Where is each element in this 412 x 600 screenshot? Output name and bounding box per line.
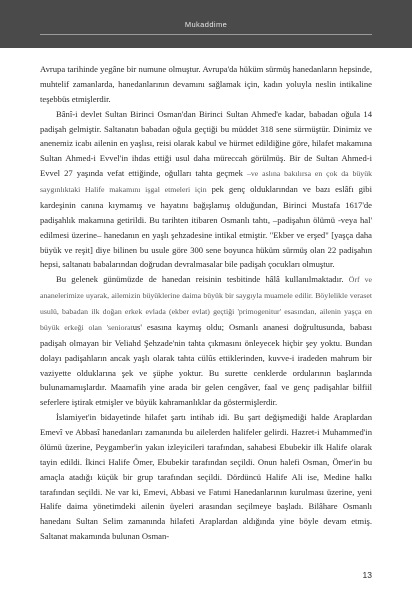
paragraph-intro-text: Örf ve ananelerimize uyarak, ailemizin büyüklerine daima büyük bir saygıyla muamele edilir. Böylelikle veraset usulü, babadan ilk doğan erkek evlada (ekber evlat) geçtiği 'primogenitur' esasından, ailenin yaşça en büyük erkeği olan 'seniorat [40,275,372,332]
paragraph-text: pek genç olduklarından ve bazı eslâfı gibi kardeşinin canına kıymamış ve hayatını bağışlamış olduğundan, Birinci Mustafa 1617'de padişahlık makamına getirildi. Bu tarihten itibaren Osmanlı tahtı, –padişahın ölümü -veya hal' edilmesi üzerine– hanedanın en yaşlı şehzadesine intikal etmiştir. "Ekber ve erşed" [yaşça daha büyük ve reşit] diye bilinen bu usule göre 300 sene boyunca hüküm sürmüş olan 22 padişahın hepsi, saltanatı babalarından doğrudan devralmasalar bile padişah çocukları olmuştur. [40,184,372,270]
running-header-title: Mukaddime [184,20,228,29]
paragraph [40,107,372,273]
page-number: 13 [362,570,372,580]
paragraph [40,272,372,410]
body-text [40,62,372,544]
running-header [0,0,412,48]
paragraph-intro-text: –ve aslına bakılırsa en çok da büyük saygınlıktaki Halife makamını işgal etmeleri için [40,169,372,194]
paragraph-text: us' esasına kaymış oldu; Osmanlı ananesi doğrultusunda, babası padişah olmayan bir Veliahd Şehzade'nin tahta çıkmasını önleyecek hiçbir şey yoktu. Bundan dolayı padişahların ancak yaşlı olarak tahta cülûs ettiklerinden, kuvve-i iradeden mahrum bir vaziyette olduklarına şek ve şüphe yoktur. Bu surette cenklerde ordularının başlarında bulunamamışlardır. Maamafih yine arada bir gelen cengâver, faal ve genç padişahlar bilfiil seferlere iştirak etmişler ve büyük kahramanlıklar da göstermişlerdir. [40,321,372,408]
header-rule [40,34,372,35]
paragraph: Avrupa tarihinde yegâne bir numune olmuştur. Avrupa'da hüküm sürmüş hanedanların hepsinde, muhtelif zamanlarda, hanedanlarının devamını sağlamak için, kadın yoluyla neslin intikaline teşebbüs etmişlerdir. [40,64,372,104]
paragraph-text: Bânî-i devlet Sultan Birinci Osman'dan Birinci Sultan Ahmed'e kadar, babadan oğula 14 padişah gelmiştir. Saltanatın babadan oğula geçtiği bu müddet 318 sene sürmüştür. Dinimiz ve anenemiz icabı ailenin en yaşlısı, reisi olarak kabul ve hürmet edildiğine göre, hilafet makamına Sultan Ahmed-i Evvel'in ihdas ettiği usul daha müreccah görülmüş. Bir de Sultan Ahmed-i Evvel 27 yaşında vefat ettiğinde, oğulları tahta geçmek [40,108,372,179]
paragraph-text: Bu gelenek günümüzde de hanedan reisinin tesbitinde hâlâ kullanılmaktadır. [56,274,349,285]
paragraph: İslamiyet'in bidayetinde hilafet şartı intihab idi. Bu şart değişmediği halde Araplardan Emevî ve Abbasî hanedanları zamanında bu ailelerden halifeler gelirdi. Hazret-i Muhammed'in ölümü üzerine, Peygamber'in yakın izleyicileri tarafından, sahabesi Ebubekir ilk Halife olarak tayin edildi. İkinci Halife Ömer, Ebubekir tarafından seçildi. Onun halefi Osman, Ömer'in bu amaçla atadığı küçük bir grup tarafından seçildi. Dördüncü Halife Ali ise, Medine halkı tarafından seçildi. Ne var ki, Emevi, Abbasi ve Fatımi Hanedanlarının kurulması üzerine, yeni Halife daima yönetimdeki ailenin üyeleri arasından seçilmeye başladı. Bilâhare Osmanlı hanedanı Sultan Selim zamanında hilafeti Araplardan aldığında yine böyle devam etmiş. Saltanat makamında bulunan Osman- [40,412,372,542]
